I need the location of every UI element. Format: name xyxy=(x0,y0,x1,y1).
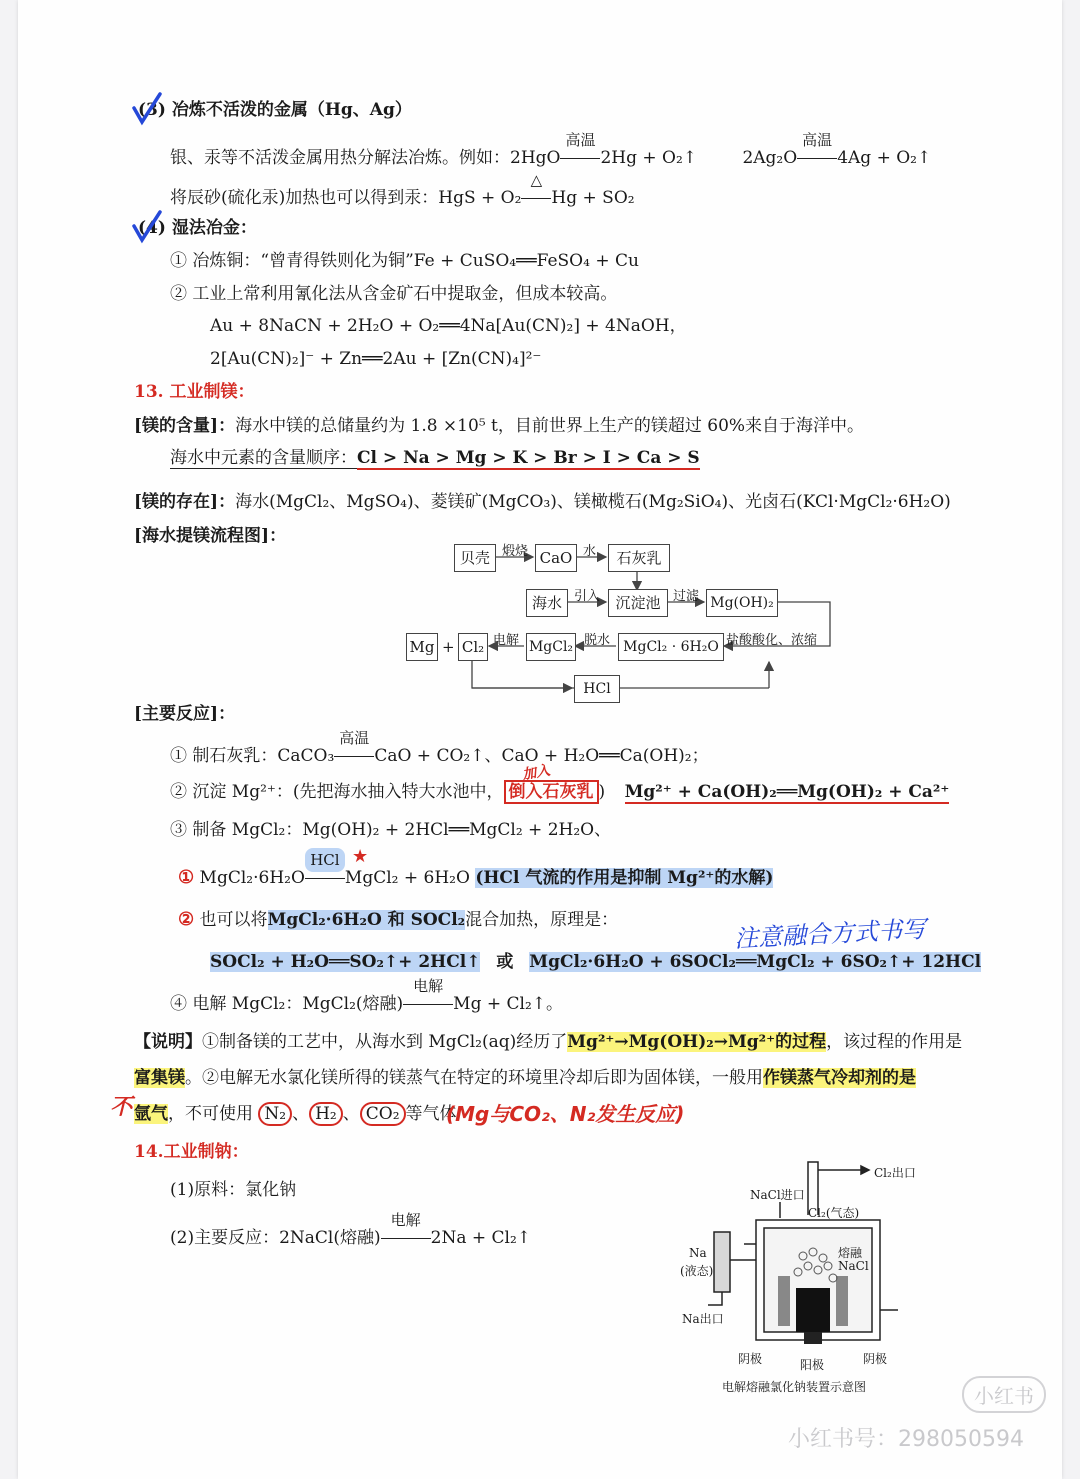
label-na-outlet: Na出口 xyxy=(682,1312,724,1326)
cell-drawing xyxy=(18,0,1062,1479)
condition-heat: △ xyxy=(521,186,551,210)
section-14-title: 14.工业制钠： xyxy=(134,1142,249,1162)
gas-n2: N₂ xyxy=(258,1102,292,1126)
label-calcine: 煅烧 xyxy=(502,544,529,559)
reaction-2: ② 沉淀 Mg²⁺：(先把海水抽入特大水池中， 倒入石灰乳 ) Mg²⁺ + Ca(OH)₂══Mg(OH)₂ + Ca²⁺ xyxy=(170,782,950,802)
cinnabar-line: 将辰砂(硫化汞)加热也可以得到汞：HgS + O₂ △ Hg + SO₂ xyxy=(170,171,635,208)
watermark-id: 小红书号：298050594 xyxy=(788,1427,1024,1452)
label-filter: 过滤 xyxy=(673,589,700,604)
flow-label: [海水提镁流程图]： xyxy=(134,526,287,546)
box-cl2: Cl₂ xyxy=(458,633,488,661)
label-electrolysis: 电解 xyxy=(493,633,520,648)
box-mg: Mg xyxy=(406,633,438,661)
circle-marker-1: ① xyxy=(178,867,195,888)
diagram-caption: 电解熔融氯化钠装置示意图 xyxy=(722,1380,867,1394)
label-cathode-right: 阴极 xyxy=(863,1352,888,1366)
box-shell: 贝壳 xyxy=(454,544,496,572)
watermark-logo: 小红书 xyxy=(962,1376,1046,1413)
box-mgcl2-6h2o: MgCl₂ · 6H₂O xyxy=(618,633,724,661)
na-raw-material: (1)原料：氯化钠 xyxy=(170,1180,297,1200)
mg-existence: [镁的存在]：海水(MgCl₂、MgSO₄)、菱镁矿(MgCO₃)、镁橄榄石(Mg₂SiO₄)、光卤石(KCl·MgCl₂·6H₂O) xyxy=(134,492,951,512)
element-order: 海水中元素的含量顺序：Cl > Na > Mg > K > Br > I > Ca > S xyxy=(170,448,700,468)
section-13-title: 13. 工业制镁： xyxy=(134,382,255,402)
condition-high-temp-2: 高温 xyxy=(797,146,837,170)
reactions-label: [主要反应]： xyxy=(134,704,236,724)
label-molten: 熔融 xyxy=(838,1246,863,1260)
label-nacl-inlet: NaCl进口 xyxy=(750,1188,805,1202)
condition-electrolysis-2: 电解 xyxy=(381,1226,431,1250)
handwritten-note-reaction: (Mg与CO₂、N₂发生反应) xyxy=(446,1102,685,1126)
label-acidify: 盐酸酸化、浓缩 xyxy=(726,633,818,648)
gold-equation-1: Au + 8NaCN + 2H₂O + O₂══4Na[Au(CN)₂] + 4NaOH， xyxy=(210,316,687,336)
circle-marker-2: ② xyxy=(178,909,195,930)
document-page xyxy=(18,0,1062,1479)
condition-electrolysis: 电解 xyxy=(403,992,453,1016)
label-anode: 阳极 xyxy=(800,1358,825,1372)
label-liquid: (液态) xyxy=(680,1264,714,1278)
handwritten-note-ionic: 注意融合方式书写 xyxy=(733,914,927,954)
label-water: 水 xyxy=(583,544,597,559)
label-cl2-gas: Cl₂(气态) xyxy=(808,1206,860,1220)
condition-high-temp: 高温 xyxy=(560,146,600,170)
label-cathode-left: 阴极 xyxy=(738,1352,763,1366)
box-mgoh2: Mg(OH)₂ xyxy=(706,589,778,617)
condition-hcl: HCl xyxy=(305,866,345,890)
box-mgcl2: MgCl₂ xyxy=(526,633,576,661)
thermal-decomposition-line: 银、汞等不活泼金属用热分解法冶炼。例如：2HgO 高温 2Hg + O₂↑ 2Ag₂O 高温 4Ag + O₂↑ xyxy=(170,131,932,168)
gas-h2: H₂ xyxy=(309,1102,343,1126)
na-reaction: (2)主要反应：2NaCl(熔融) 电解 2Na + Cl₂↑ xyxy=(170,1211,532,1248)
label-plus: + xyxy=(442,638,455,656)
note-line-3: 氩气，不可使用 N₂ 、 H₂ 、 CO₂ 等气体 xyxy=(134,1104,457,1124)
label-dehydrate: 脱水 xyxy=(584,633,611,648)
note-line-1: 【说明】①制备镁的工艺中，从海水到 MgCl₂(aq)经历了Mg²⁺→Mg(OH)₂→Mg²⁺的过程，该过程的作用是 xyxy=(134,1032,963,1052)
label-cl2-outlet: Cl₂出口 xyxy=(874,1166,916,1180)
highlight-box-lime: 倒入石灰乳 xyxy=(504,780,599,804)
reaction-3: ③ 制备 MgCl₂：Mg(OH)₂ + 2HCl══MgCl₂ + 2H₂O、 xyxy=(170,820,612,840)
socl2-equations: SOCl₂ + H₂O══SO₂↑+ 2HCl↑ 或 MgCl₂·6H₂O + 6SOCl₂══MgCl₂ + 6SO₂↑+ 12HCl xyxy=(210,952,982,972)
box-hcl: HCl xyxy=(574,675,620,703)
box-cao: CaO xyxy=(535,544,577,572)
reaction-3a: ① MgCl₂·6H₂O HCl MgCl₂ + 6H₂O (HCl 气流的作用是抑制 Mg²⁺的水解) xyxy=(178,866,773,890)
cyanide-process: ② 工业上常利用氰化法从含金矿石中提取金，但成本较高。 xyxy=(170,284,618,304)
mg-content: [镁的含量]：海水中镁的总储量约为 1.8 ×10⁵ t，目前世界上生产的镁超过 60%来自于海洋中。 xyxy=(134,416,865,436)
gas-co2: CO₂ xyxy=(360,1102,406,1126)
gold-equation-2: 2[Au(CN)₂]⁻ + Zn══2Au + [Zn(CN)₄]²⁻ xyxy=(210,349,542,369)
star-mark-icon: ★ xyxy=(352,846,369,867)
reaction-4: ④ 电解 MgCl₂：MgCl₂(熔融) 电解 Mg + Cl₂↑。 xyxy=(170,977,564,1014)
note-line-2: 富集镁。②电解无水氯化镁所得的镁蒸气在特定的环境里冷却后即为固体镁，一般用作镁蒸气冷却剂的是 xyxy=(134,1068,916,1088)
reaction-1: ① 制石灰乳：CaCO₃ 高温 CaO + CO₂↑、CaO + H₂O══Ca(OH)₂； xyxy=(170,729,709,766)
section-title: 冶炼不活泼的金属（Hg、Ag） xyxy=(171,100,412,120)
section-4-heading: (4) 湿法冶金： xyxy=(138,218,257,238)
reaction-3b: ② 也可以将MgCl₂·6H₂O 和 SOCl₂混合加热，原理是： xyxy=(178,909,619,930)
section-number: (3) xyxy=(138,100,166,120)
label-intro: 引入 xyxy=(574,589,601,604)
box-lime-milk: 石灰乳 xyxy=(608,544,670,572)
label-na: Na xyxy=(689,1246,707,1260)
copper-smelting: ① 冶炼铜：“曾青得铁则化为铜”Fe + CuSO₄══FeSO₄ + Cu xyxy=(170,251,639,271)
label-nacl: NaCl xyxy=(838,1259,869,1273)
handwritten-add: 加入 xyxy=(520,762,552,784)
condition-high-temp-3: 高温 xyxy=(334,744,374,768)
handwritten-no: 不 xyxy=(110,1095,133,1120)
box-tank: 沉淀池 xyxy=(608,589,668,617)
box-seawater: 海水 xyxy=(526,589,568,617)
